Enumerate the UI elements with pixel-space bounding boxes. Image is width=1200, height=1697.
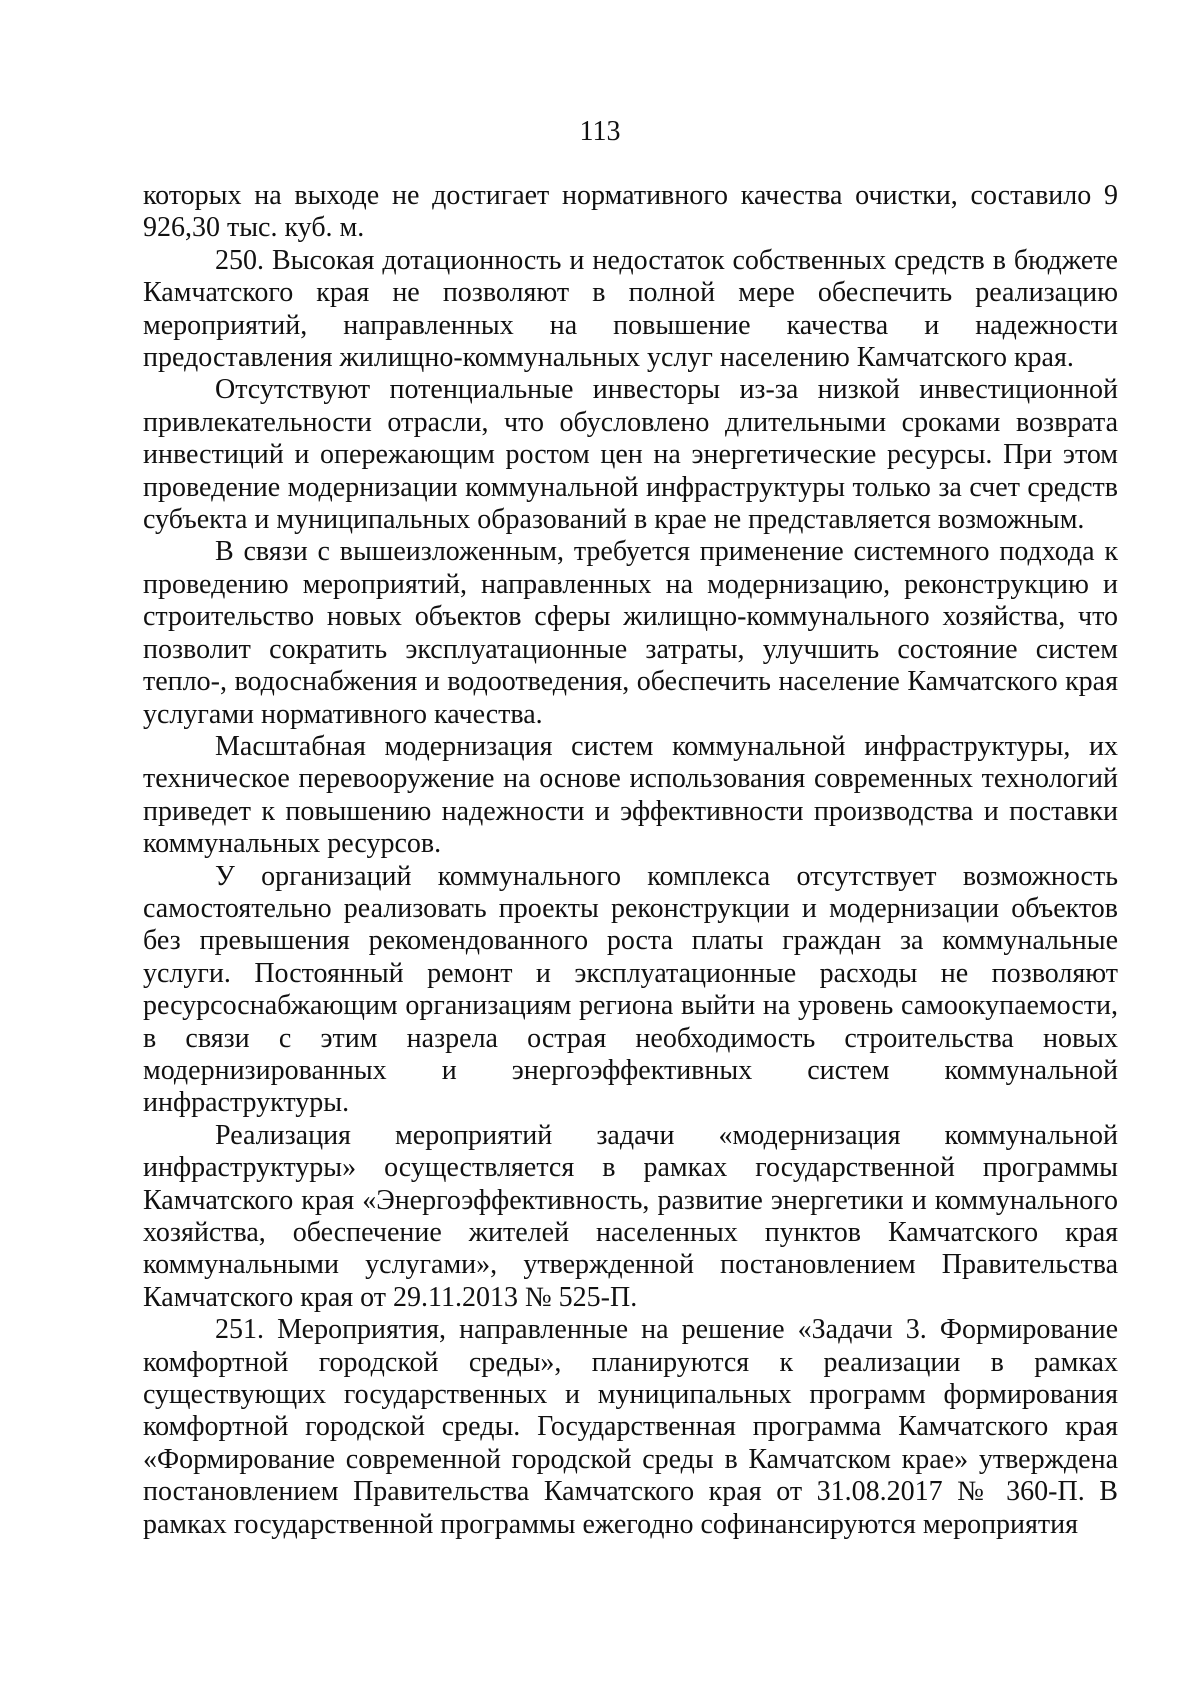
- paragraph-250: 250. Высокая дотационность и недостаток собственных средств в бюджете Камчатского края не позволяют в полной мере обеспечить реализацию мероприятий, направленных на повышение качества и надежности предоставления жилищно-коммунальных услуг населению Камчатского края.: [143, 244, 1118, 374]
- paragraph-implementation: Реализация мероприятий задачи «модернизация коммунальной инфраструктуры» осуществляется в рамках государственной программы Камчатского края «Энергоэффективность, развитие энергетики и коммунального хозяйства, обеспечение жителей населенных пунктов Камчатского края коммунальными услугами», утвержденной постановлением Правительства Камчатского края от 29.11.2013 № 525-П.: [143, 1119, 1118, 1313]
- paragraph-modernization: Масштабная модернизация систем коммунальной инфраструктуры, их техническое перевооружение на основе использования современных технологий приведет к повышению надежности и эффективности производства и поставки коммунальных ресурсов.: [143, 730, 1118, 860]
- paragraph-organizations: У организаций коммунального комплекса отсутствует возможность самостоятельно реализовать проекты реконструкции и модернизации объектов без превышения рекомендованного роста платы граждан за коммунальные услуги. Постоянный ремонт и эксплуатационные расходы не позволяют ресурсоснабжающим организациям региона выйти на уровень самоокупаемости, в связи с этим назрела острая необходимость строительства новых модернизированных и энергоэффективных систем коммунальной инфраструктуры.: [143, 860, 1118, 1119]
- page-number: 113: [579, 116, 621, 147]
- paragraph-investors: Отсутствуют потенциальные инвесторы из-за низкой инвестиционной привлекательности отрасли, что обусловлено длительными сроками возврата инвестиций и опережающим ростом цен на энергетические ресурсы. При этом проведение модернизации коммунальной инфраструктуры только за счет средств субъекта и муниципальных образований в крае не представляется возможным.: [143, 374, 1118, 536]
- document-body: [143, 180, 1118, 1541]
- paragraph-system-approach: В связи с вышеизложенным, требуется применение системного подхода к проведению мероприятий, направленных на модернизацию, реконструкцию и строительство новых объектов сферы жилищно-коммунального хозяйства, что позволит сократить эксплуатационные затраты, улучшить состояние систем тепло-, водоснабжения и водоотведения, обеспечить население Камчатского края услугами нормативного качества.: [143, 536, 1118, 730]
- paragraph-251: 251. Мероприятия, направленные на решение «Задачи 3. Формирование комфортной городской среды», планируются к реализации в рамках существующих государственных и муниципальных программ формирования комфортной городской среды. Государственная программа Камчатского края «Формирование современной городской среды в Камчатском крае» утверждена постановлением Правительства Камчатского края от 31.08.2017 № 360-П. В рамках государственной программы ежегодно софинансируются мероприятия: [143, 1314, 1118, 1540]
- paragraph-continuation: которых на выходе не достигает нормативного качества очистки, составило 9 926,30 тыс. куб. м.: [143, 180, 1118, 244]
